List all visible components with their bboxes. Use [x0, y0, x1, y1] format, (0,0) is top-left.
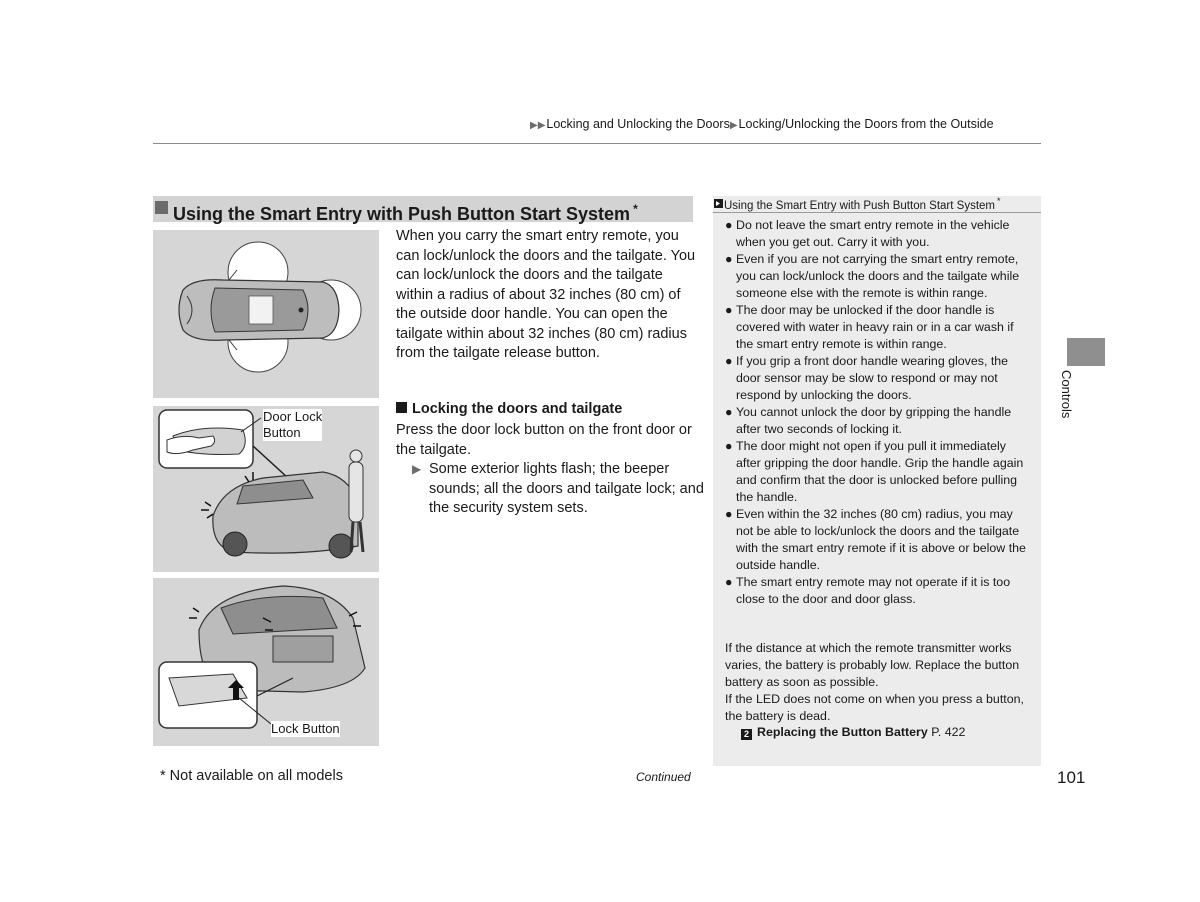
- section-title-asterisk: *: [633, 202, 638, 216]
- breadcrumb-arrow-icon: ▶▶: [530, 120, 546, 131]
- notes-list-item: ● The door might not open if you pull it immediately after gripping the door handle. Grip the handle again and confirm that the door is unlocked before pulling the handle.: [725, 439, 1024, 504]
- notes-reference-icon: [714, 199, 723, 208]
- page-number: 101: [1057, 768, 1086, 787]
- chapter-thumb-tab[interactable]: [1067, 338, 1105, 366]
- battery-reference-link[interactable]: [741, 725, 965, 740]
- sub-heading-square-icon: [396, 402, 407, 413]
- door-lock-button-illustration: [153, 406, 379, 572]
- battery-dead-note: If the LED does not come on when you press a button, the battery is dead.: [725, 692, 1024, 723]
- breadcrumb-section[interactable]: Locking and Unlocking the Doors: [546, 117, 730, 131]
- result-arrow-icon: ▶: [412, 462, 422, 476]
- reference-arrow-icon: 2: [741, 729, 752, 740]
- notes-list: [724, 217, 1029, 608]
- notes-list-item: ● Even within the 32 inches (80 cm) radius, you may not be able to lock/unlock the doors and the tailgate with the smart entry remote if it is above or below the outside handle.: [725, 507, 1026, 572]
- bullet-icon: ●: [725, 354, 733, 368]
- intro-paragraph: When you carry the smart entry remote, you can lock/unlock the doors and the tailgate. You can lock/unlock the doors and the tailgate within a radius of about 32 inches (80 cm) of the outside door handle. You can open the tailgate within about 32 inches (80 cm) radius from the tailgate release button.: [396, 228, 696, 361]
- door-lock-callout-line2: Button: [263, 425, 301, 440]
- bullet-icon: ●: [725, 405, 733, 419]
- notes-list-item: ● Do not leave the smart entry remote in the vehicle when you get out. Carry it with you.: [725, 218, 1010, 249]
- notes-title: [724, 196, 1001, 212]
- section-square-icon: [155, 201, 168, 214]
- breadcrumb-separator-icon: ▶: [729, 120, 738, 131]
- reference-title: Replacing the Button Battery: [757, 725, 928, 739]
- section-title-text: Using the Smart Entry with Push Button Start System: [173, 204, 631, 224]
- footnote: * Not available on all models: [160, 768, 343, 784]
- chapter-label: [1059, 370, 1086, 430]
- door-lock-callout-line1: Door Lock: [263, 409, 323, 424]
- sub-heading-text: Locking the doors and tailgate: [412, 401, 623, 417]
- chapter-label-text: Controls: [1059, 370, 1074, 419]
- notes-title-asterisk: *: [997, 196, 1001, 206]
- reference-page: P. 422: [931, 725, 966, 739]
- notes-list-item: ● You cannot unlock the door by gripping the handle after two seconds of locking it.: [725, 405, 1012, 436]
- sub-heading: [396, 401, 622, 417]
- notes-list-item: ● The door may be unlocked if the door handle is covered with water in heavy rain or in a car wash if the smart entry remote is within range.: [725, 303, 1014, 351]
- notes-list-item: ● The smart entry remote may not operate if it is too close to the door and door glass.: [725, 575, 1011, 606]
- section-title: [173, 197, 638, 226]
- bullet-icon: ●: [725, 439, 733, 453]
- bullet-icon: ●: [725, 218, 733, 232]
- breadcrumb-page: Locking/Unlocking the Doors from the Outside: [738, 117, 994, 131]
- door-lock-button-callout: [263, 409, 322, 441]
- bullet-icon: ●: [725, 575, 733, 589]
- bullet-icon: ●: [725, 507, 733, 521]
- breadcrumb: [530, 117, 994, 131]
- notes-title-text: Using the Smart Entry with Push Button Start System: [724, 199, 995, 212]
- smart-entry-range-illustration: [153, 230, 379, 398]
- notes-list-item: ● If you grip a front door handle wearing gloves, the door sensor may be slow to respond or may not respond by unlocking the doors.: [725, 354, 1009, 402]
- bullet-icon: ●: [725, 303, 733, 317]
- bullet-icon: ●: [725, 252, 733, 266]
- tailgate-lock-button-illustration: [153, 578, 379, 746]
- notes-list-item: ● Even if you are not carrying the smart entry remote, you can lock/unlock the doors and the tailgate while someone else with the remote is within range.: [725, 252, 1020, 300]
- result-note: [412, 460, 709, 519]
- lock-button-callout: Lock Button: [271, 721, 340, 736]
- press-instruction: Press the door lock button on the front door or the tailgate.: [396, 422, 692, 458]
- continued-label: Continued: [636, 770, 691, 784]
- result-text: Some exterior lights flash; the beeper sounds; all the doors and tailgate lock; and the security system sets.: [429, 461, 704, 516]
- header-rule: [153, 143, 1041, 144]
- battery-low-note: If the distance at which the remote transmitter works varies, the battery is probably low. Replace the button battery as soon as possible.: [725, 641, 1020, 689]
